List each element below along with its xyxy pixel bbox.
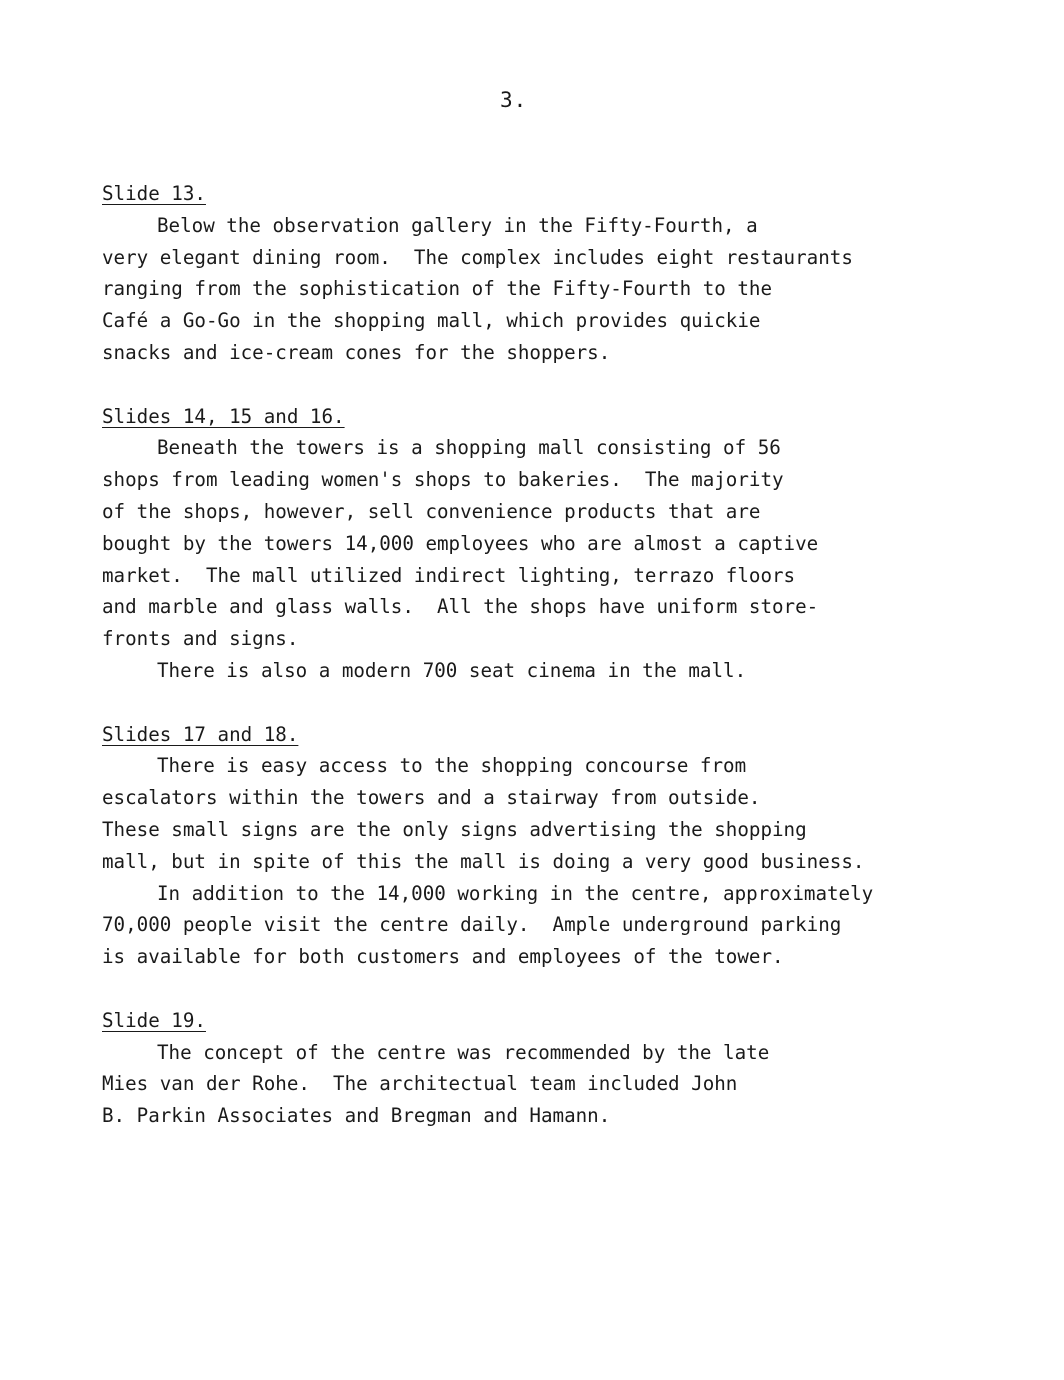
text-line: B. Parkin Associates and Bregman and Hamann. — [102, 1104, 611, 1128]
text-line: Below the observation gallery in the Fifty-Fourth, a — [157, 213, 758, 237]
text-line: Café a Go-Go in the shopping mall, which provides quickie — [102, 309, 761, 333]
paragraph — [102, 750, 1002, 877]
text-line: market. The mall utilized indirect lighting, terrazo floors — [102, 563, 796, 587]
paragraph — [102, 1037, 1002, 1132]
text-line: escalators within the towers and a stairway from outside. — [102, 786, 761, 810]
page-number: 3. — [500, 88, 528, 112]
section-slides-14-15-16 — [102, 401, 1002, 687]
text-line: very elegant dining room. The complex includes eight restaurants — [102, 245, 853, 269]
section-heading: Slide 13. — [102, 182, 206, 205]
text-line: Beneath the towers is a shopping mall consisting of 56 — [157, 436, 781, 460]
text-line: is available for both customers and employees of the tower. — [102, 945, 784, 969]
text-line: bought by the towers 14,000 employees who are almost a captive — [102, 531, 819, 555]
text-line: mall, but in spite of this the mall is doing a very good business. — [102, 849, 865, 873]
paragraph — [102, 878, 1002, 973]
text-line: In addition to the 14,000 working in the centre, approximately — [157, 881, 874, 905]
text-line: There is easy access to the shopping concourse from — [157, 754, 747, 778]
text-line: and marble and glass walls. All the shops have uniform store- — [102, 595, 819, 619]
section-slide-13 — [102, 178, 1002, 369]
section-heading: Slide 19. — [102, 1008, 206, 1032]
paragraph — [102, 655, 1002, 687]
paragraph — [102, 432, 1002, 655]
section-heading: Slides 17 and 18. — [102, 722, 299, 746]
paragraph — [102, 210, 1002, 369]
text-line: There is also a modern 700 seat cinema in the mall. — [157, 658, 747, 682]
text-line: The concept of the centre was recommended by the late — [157, 1040, 770, 1064]
document-body — [102, 178, 1002, 1164]
section-slides-17-18 — [102, 719, 1002, 973]
text-line: shops from leading women's shops to bakeries. The majority — [102, 468, 784, 492]
section-heading: Slides 14, 15 and 16. — [102, 404, 345, 428]
text-line: of the shops, however, sell convenience products that are — [102, 499, 761, 523]
section-slide-19 — [102, 1005, 1002, 1132]
text-line: These small signs are the only signs advertising the shopping — [102, 817, 807, 841]
text-line: Mies van der Rohe. The architectual team included John — [102, 1072, 738, 1096]
text-line: 70,000 people visit the centre daily. Ample underground parking — [102, 913, 842, 937]
text-line: fronts and signs. — [102, 627, 299, 651]
text-line: snacks and ice-cream cones for the shoppers. — [102, 340, 611, 364]
text-line: ranging from the sophistication of the Fifty-Fourth to the — [102, 277, 773, 301]
